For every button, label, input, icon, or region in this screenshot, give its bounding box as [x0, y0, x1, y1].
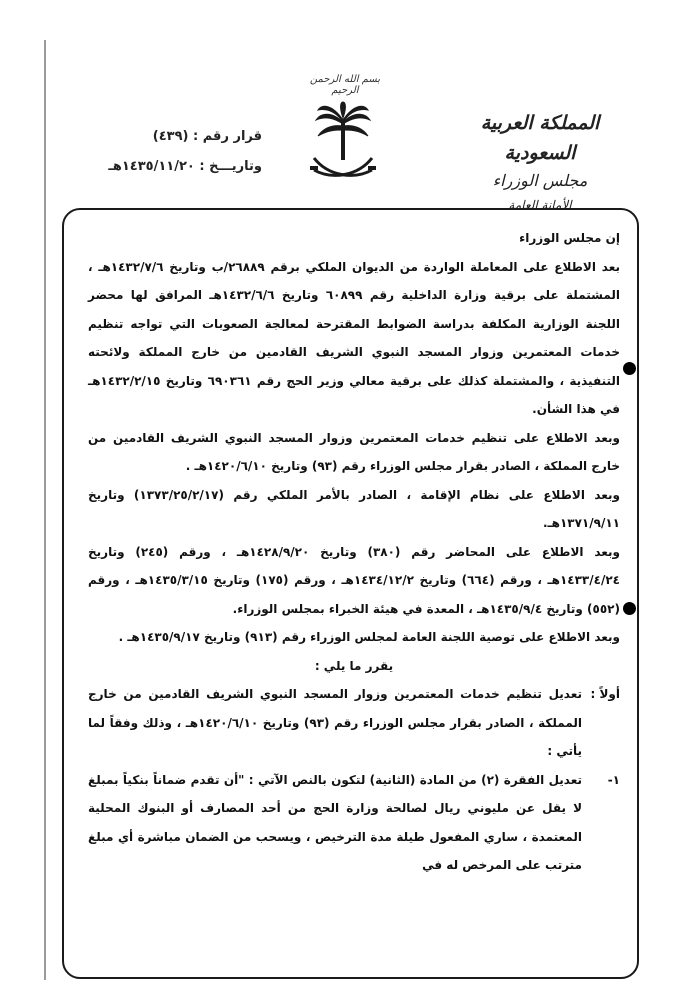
article-first-marker: أولاً :	[590, 687, 620, 701]
left-margin-rule	[44, 40, 46, 980]
secretariat-name: الأمانة العامة	[508, 198, 572, 212]
article-first	[88, 680, 620, 766]
clause-1-text: تعديل الفقرة (٢) من المادة (الثانية) لتكون بالنص الآتي : "أن تقدم ضماناً بنكياً بمبلغ لا يقل عن مليوني ريال لصالحة وزارة الحج من أحد المصارف أو البنوك المحلية المعتمدة ، ساري المفعول طيلة مدة الترخيص ، ويسحب من الضمان مباشرة أي مبلغ مترتب على المرخص له في	[88, 772, 582, 872]
punch-hole-top	[623, 362, 636, 375]
decision-info	[92, 122, 262, 182]
opening-line: إن مجلس الوزراء	[519, 231, 620, 245]
clause-1	[88, 766, 620, 880]
kingdom-name: المملكة العربية السعودية	[480, 112, 600, 164]
clause-1-marker: ١-	[607, 772, 620, 787]
preamble-paragraph-3: وبعد الاطلاع على نظام الإقامة ، الصادر بالأمر الملكي رقم (١٣٧٣/٢٥/٢/١٧) وتاريخ ١٣٧١/٩/١١هـ.	[88, 487, 621, 530]
council-name: مجلس الوزراء	[492, 171, 588, 190]
preamble-paragraph-4: وبعد الاطلاع على المحاضر رقم (٣٨٠) وتاريخ ١٤٢٨/٩/٢٠هـ ، ورقم (٢٤٥) وتاريخ ١٤٣٣/٤/٢٤هـ ، ورقم (٦٦٤) وتاريخ ١٤٣٤/١٢/٢هـ ، ورقم (١٧٥) وتاريخ ١٤٣٥/٣/١٥هـ ، ورقم (٥٥٢) وتاريخ ١٤٣٥/٩/٤هـ ، المعدة في هيئة الخبراء بمجلس الوزراء.	[88, 544, 620, 616]
decision-body	[88, 224, 620, 880]
preamble-paragraph-5: وبعد الاطلاع على توصية اللجنة العامة لمجلس الوزراء رقم (٩١٣) وتاريخ ١٤٣٥/٩/١٧هـ .	[118, 630, 620, 644]
punch-hole-bottom	[623, 602, 636, 615]
decision-date: وتاريـــخ : ١٤٣٥/١١/٢٠هـ	[108, 159, 262, 174]
ministry-header	[450, 108, 630, 216]
resolved-heading: يقرر ما يلي :	[314, 658, 394, 673]
saudi-emblem-icon	[308, 100, 378, 186]
basmala: بسم الله الرحمن الرحيم	[309, 74, 381, 96]
preamble-paragraph-1: بعد الاطلاع على المعاملة الواردة من الديوان الملكي برقم ٢٦٨٨٩/ب وتاريخ ١٤٣٢/٧/٦هـ ، المشتملة على برقية وزارة الداخلية رقم ٦٠٨٩٩ وتاريخ ١٤٣٢/٦/٦هـ المرافق لها محضر اللجنة الوزارية المكلفة بدراسة الضوابط المقترحة لمعالجة الصعوبات التي تواجه تنظيم خدمات المعتمرين وزوار المسجد النبوي الشريف القادمين من خارج المملكة ولائحته التنفيذية ، والمشتملة كذلك على برقية معالي وزير الحج رقم ٦٩٠٣٦١ وتاريخ ١٤٣٢/٢/١٥هـ في هذا الشأن.	[88, 259, 621, 416]
preamble-paragraph-2: وبعد الاطلاع على تنظيم خدمات المعتمرين وزوار المسجد النبوي الشريف القادمين من خارج المملكة ، الصادر بقرار مجلس الوزراء رقم (٩٣) وتاريخ ١٤٢٠/٦/١٠هـ .	[88, 430, 620, 473]
article-first-text: تعديل تنظيم خدمات المعتمرين وزوار المسجد النبوي الشريف القادمين من خارج المملكة ، الصادر بقرار مجلس الوزراء رقم (٩٣) وتاريخ ١٤٢٠/٦/١٠هـ ، وذلك وفقاً لما يأتي :	[88, 687, 582, 758]
decision-number: قرار رقم : (٤٣٩)	[152, 129, 262, 144]
